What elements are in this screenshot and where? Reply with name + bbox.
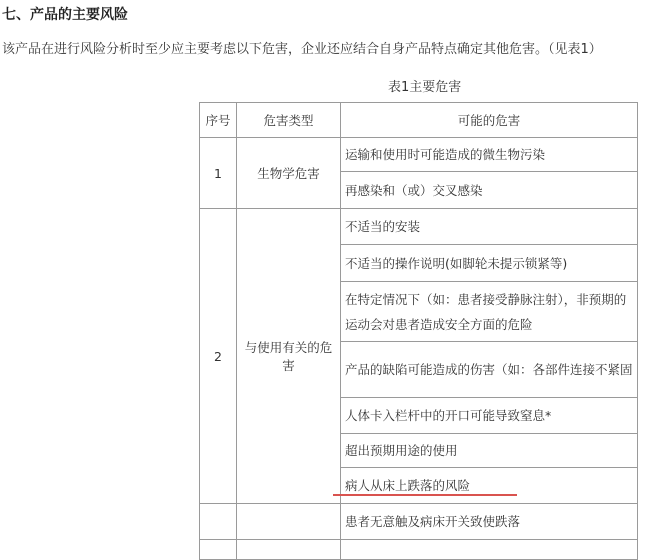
group-type: 生物学危害	[237, 138, 341, 209]
table-row	[200, 138, 638, 172]
group-no: 1	[200, 138, 237, 209]
hazard-cell: 产品的缺陷可能造成的伤害（如：各部件连接不紧固	[341, 342, 638, 398]
column-header-type: 危害类型	[237, 103, 341, 138]
hazard-cell: 不适当的安装	[341, 209, 638, 245]
hazard-cell: 患者无意触及病床开关致使跌落	[341, 504, 638, 540]
hazard-cell: 不适当的操作说明(如脚轮未提示锁紧等)	[341, 245, 638, 282]
highlight-underline	[333, 494, 517, 496]
section-heading: 七、产品的主要风险	[2, 7, 128, 23]
table-caption: 表1主要危害	[388, 80, 462, 95]
hazard-cell: 超出预期用途的使用	[341, 434, 638, 468]
column-header-hazard: 可能的危害	[341, 103, 638, 138]
hazard-cell: 人体卡入栏杆中的开口可能导致窒息*	[341, 398, 638, 434]
table-row	[200, 209, 638, 245]
group-no: 2	[200, 209, 237, 504]
group-no	[200, 504, 237, 540]
column-header-no: 序号	[200, 103, 237, 138]
hazard-cell: 在特定情况下（如：患者接受静脉注射），非预期的运动会对患者造成安全方面的危险	[341, 282, 638, 342]
table-row	[200, 504, 638, 540]
hazard-cell: 再感染和（或）交叉感染	[341, 172, 638, 209]
intro-paragraph: 该产品在进行风险分析时至少应主要考虑以下危害，企业还应结合自身产品特点确定其他危害。（见表1）	[2, 42, 602, 57]
table-header-row	[200, 103, 638, 138]
hazard-cell: 病人从床上跌落的风险	[341, 468, 638, 504]
hazard-table	[199, 102, 638, 560]
group-type: 与使用有关的危害	[237, 209, 341, 504]
hazard-cell: 运输和使用时可能造成的微生物污染	[341, 138, 638, 172]
group-type	[237, 504, 341, 540]
